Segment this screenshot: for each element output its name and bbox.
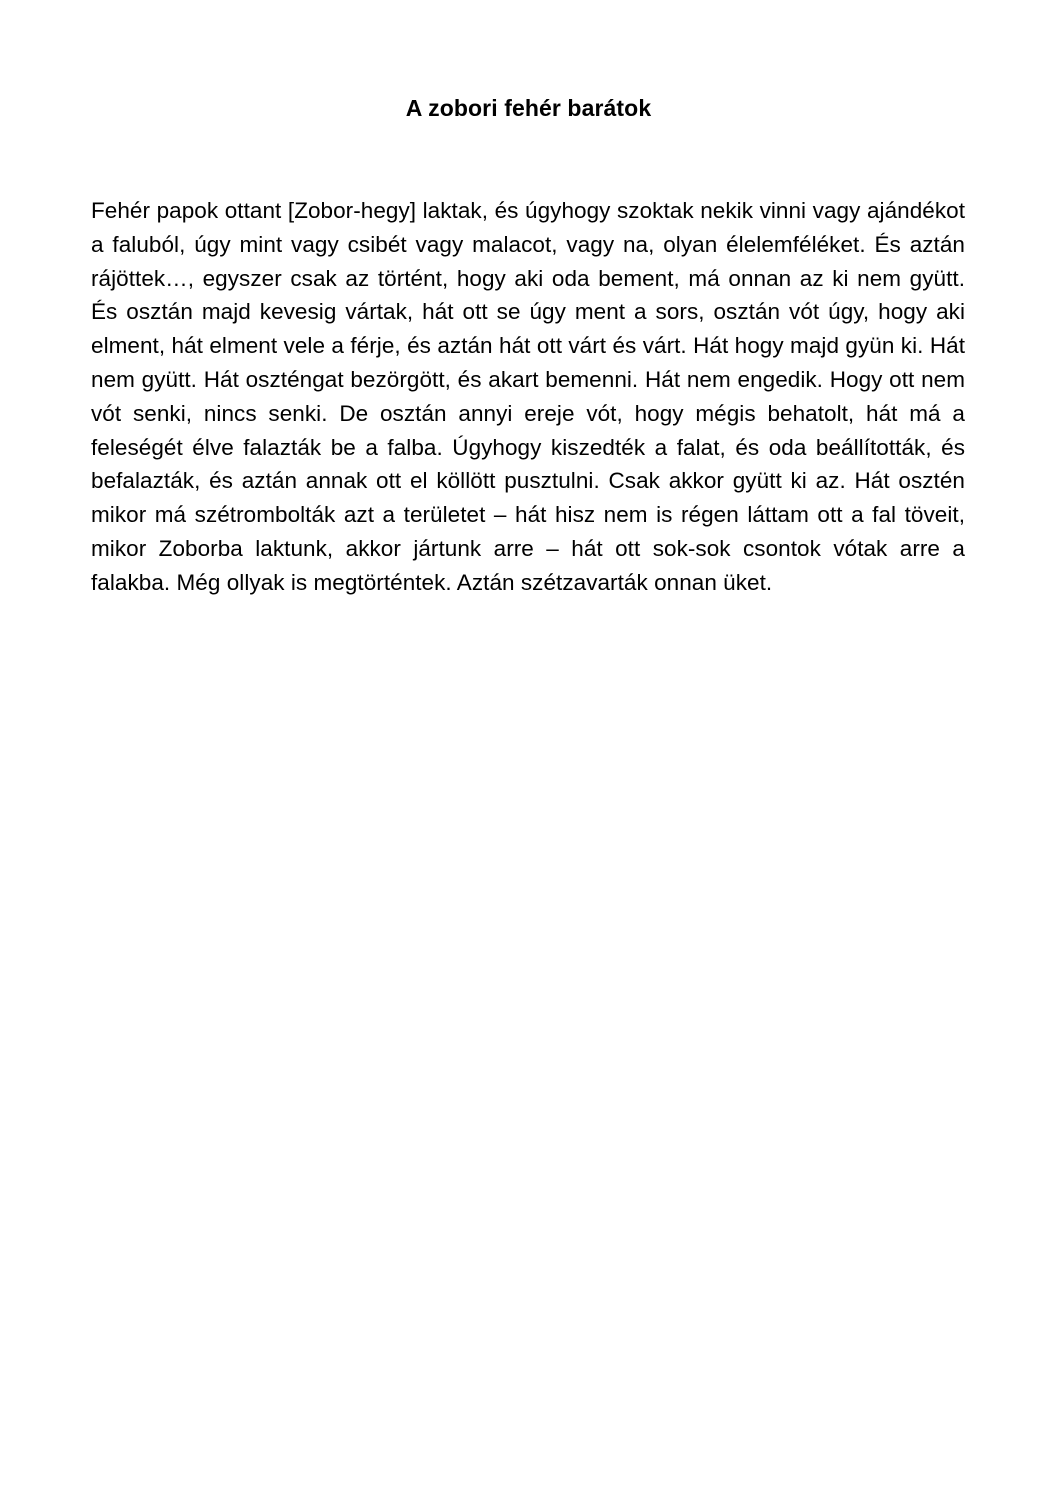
page-title: A zobori fehér barátok: [405, 95, 652, 121]
body-paragraph: Fehér papok ottant [Zobor-hegy] laktak, és úgyhogy szoktak nekik vinni vagy ajándékot a faluból, úgy mint vagy csibét vagy malacot, vagy na, olyan élelemféléket. És aztán rájöttek…, egyszer csak az történt, hogy aki oda bement, má onnan az ki nem gyütt. És osztán majd kevesig vártak, hát ott se úgy ment a sors, osztán vót úgy, hogy aki elment, hát elment vele a férje, és aztán hát ott várt és várt. Hát hogy majd gyün ki. Hát nem gyütt. Hát oszténgat bezörgött, és akart bemenni. Hát nem engedik. Hogy ott nem vót senki, nincs senki. De osztán annyi ereje vót, hogy mégis behatolt, hát má a feleségét élve falazták be a falba. Úgyhogy kiszedték a falat, és oda beállították, és befalazták, és aztán annak ott el köllött pusztulni. Csak akkor gyütt ki az. Hát osztén mikor má szétrombolták azt a területet – hát hisz nem is régen láttam ott a fal töveit, mikor Zoborba laktunk, akkor jártunk arre – hát ott sok-sok csontok vótak arre a falakba. Még ollyak is megtörténtek. Aztán szétzavarták onnan üket.: [91, 198, 965, 595]
